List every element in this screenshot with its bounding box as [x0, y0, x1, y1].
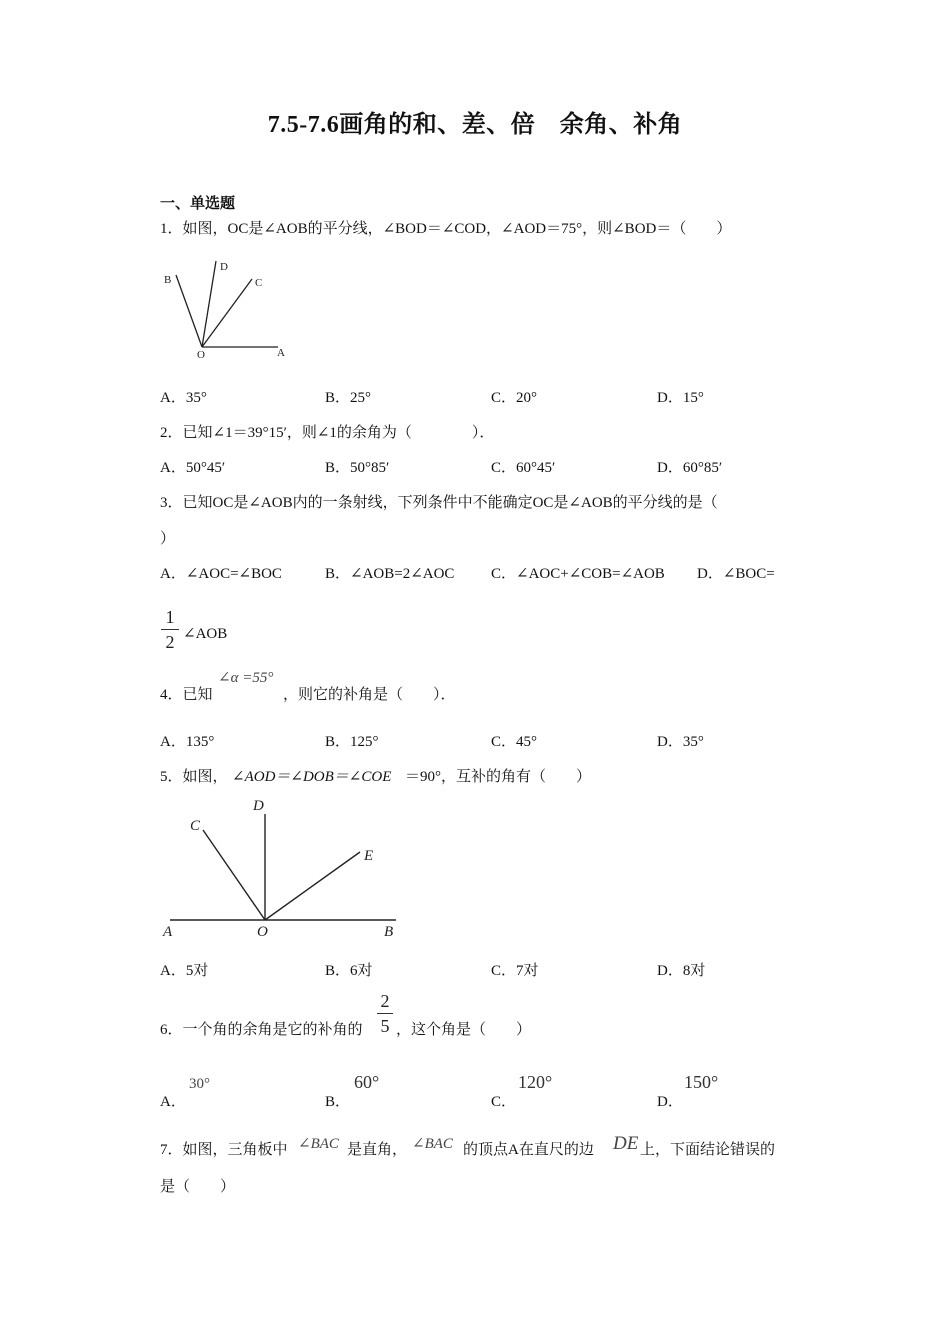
question-4-prefix: 4．已知	[160, 687, 213, 703]
q3-option-d-continued: ∠AOB	[183, 626, 228, 642]
q4-option-d: D．35°	[657, 734, 704, 750]
q6-option-c-letter: C．	[491, 1094, 517, 1110]
q1-option-a: A．35°	[160, 390, 207, 406]
q1-option-b: B．25°	[325, 390, 372, 406]
question-3-text-line1: 3．已知OC是∠AOB内的一条射线，下列条件中不能确定OC是∠AOB的平分线的是（	[160, 495, 718, 511]
label-d: D	[220, 261, 228, 273]
q4-option-c: C．45°	[491, 734, 538, 750]
q6-option-a-value: 30°	[189, 1076, 210, 1092]
q3-option-d: D．∠BOC=	[697, 566, 775, 582]
ray-oe	[265, 852, 360, 920]
q7-math-3: DE	[613, 1133, 639, 1154]
q3-option-c: C．∠AOC+∠COB=∠AOB	[491, 566, 665, 582]
section-heading: 一、单选题	[160, 196, 236, 212]
question-4-suffix: ，则它的补角是（ ）．	[283, 687, 456, 703]
question-5-figure	[160, 794, 405, 944]
q2-option-d: D．60°85′	[657, 460, 723, 476]
label-e: E	[364, 848, 374, 864]
q4-option-b: B．125°	[325, 734, 379, 750]
q6-option-b-value: 60°	[354, 1072, 380, 1092]
question-6-prefix: 6．一个角的余角是它的补角的	[160, 1022, 363, 1038]
label-c: C	[190, 818, 201, 834]
q4-math-expression: ∠α =55°	[218, 670, 274, 686]
question-3-text-line2: ）	[160, 531, 176, 547]
label-a: A	[163, 924, 173, 940]
q5-math-expression: ∠AOD＝∠DOB＝∠COE	[232, 769, 392, 785]
q3-fraction-numerator: 1	[165, 607, 175, 627]
label-o: O	[197, 349, 205, 361]
q6-option-d-letter: D．	[657, 1094, 683, 1110]
q5-option-b: B．6对	[325, 963, 373, 979]
q5-option-a: A．5对	[160, 963, 209, 979]
label-b: B	[384, 924, 394, 940]
question-1-figure	[160, 255, 300, 365]
q7-math-1: ∠BAC	[298, 1136, 339, 1152]
q6-fraction-numerator: 2	[380, 991, 390, 1011]
question-7-line2: 是（ ）	[160, 1179, 236, 1195]
q6-option-d-value: 150°	[684, 1072, 719, 1092]
q7-math-2: ∠BAC	[412, 1136, 453, 1152]
q4-option-a: A．135°	[160, 734, 215, 750]
label-a: A	[277, 347, 285, 359]
q6-option-c-value: 120°	[518, 1072, 553, 1092]
ray-oc	[202, 279, 252, 347]
q5-option-c: C．7对	[491, 963, 539, 979]
q6-option-b-letter: B．	[325, 1094, 351, 1110]
question-7-part4: 上，下面结论错误的	[640, 1142, 776, 1158]
q3-option-b: B．∠AOB=2∠AOC	[325, 566, 455, 582]
q3-fraction-denominator: 2	[165, 632, 175, 652]
question-6-suffix: ，这个角是（ ）	[396, 1022, 532, 1038]
question-7-part2: 是直角，	[347, 1142, 408, 1158]
q5-option-d: D．8对	[657, 963, 706, 979]
q6-fraction-denominator: 5	[380, 1016, 390, 1036]
q3-option-a: A．∠AOC=∠BOC	[160, 566, 282, 582]
page-title: 7.5-7.6画角的和、差、倍 余角、补角	[267, 112, 683, 138]
question-2-text: 2．已知∠1＝39°15′，则∠1的余角为（ ）．	[160, 425, 495, 441]
question-5-prefix: 5．如图，	[160, 769, 228, 785]
q2-option-b: B．50°85′	[325, 460, 390, 476]
label-b: B	[164, 274, 172, 286]
q2-option-c: C．60°45′	[491, 460, 556, 476]
label-d: D	[253, 798, 264, 814]
question-5-suffix: ＝90°，互补的角有（ ）	[405, 769, 591, 785]
question-1-text: 1．如图，OC是∠AOB的平分线，∠BOD＝∠COD，∠AOD＝75°，则∠BOD＝（ ）	[160, 221, 732, 237]
q6-option-a-letter: A．	[160, 1094, 186, 1110]
q1-option-c: C．20°	[491, 390, 538, 406]
ray-ob	[176, 275, 202, 347]
label-o: O	[257, 924, 268, 940]
question-7-part3: 的顶点A在直尺的边	[463, 1142, 594, 1158]
label-c: C	[255, 277, 263, 289]
question-7-part1: 7．如图，三角板中	[160, 1142, 288, 1158]
ray-od	[202, 261, 216, 347]
q3-fraction	[161, 608, 179, 651]
q2-option-a: A．50°45′	[160, 460, 226, 476]
q1-option-d: D．15°	[657, 390, 704, 406]
q6-fraction	[377, 992, 393, 1035]
ray-oc	[203, 830, 265, 920]
